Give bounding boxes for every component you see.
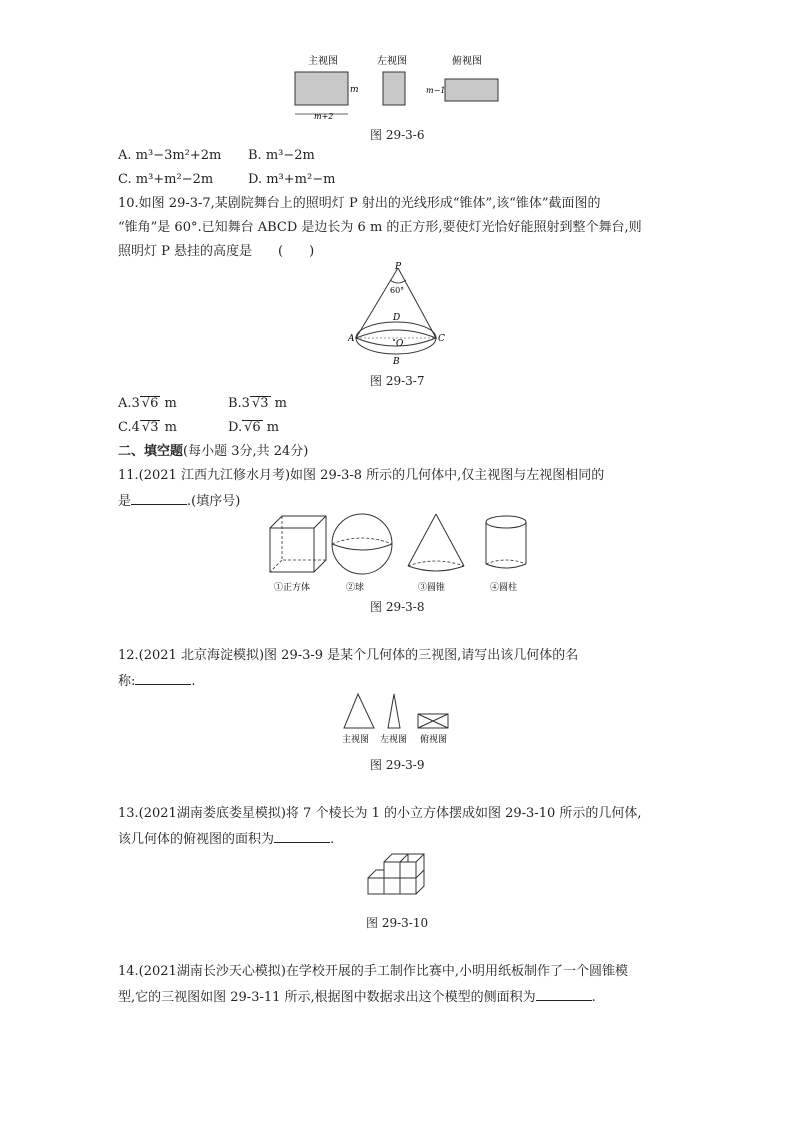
section-2-heading: 二、填空题(每小题 3分,共 24分) <box>118 444 309 459</box>
shape-label-cone: ③圆锥 <box>418 583 446 593</box>
q9-option-c: C. m³+m²−2m <box>118 172 214 187</box>
q12-answer-blank[interactable] <box>135 670 191 685</box>
m-minus-1-label: m−1 <box>426 86 446 95</box>
front-view-rect <box>295 72 348 105</box>
q13-line-1: 13.(2021湖南娄底娄星模拟)将 7 个棱长为 1 的小立方体摆成如图 29-3-10 所示的几何体, <box>118 806 642 821</box>
q12-line-2: 称: . <box>118 670 196 692</box>
m-label: m <box>350 85 359 95</box>
q9-option-b: B. m³−2m <box>248 148 315 163</box>
q9-option-a: A. m³−3m²+2m <box>118 148 222 163</box>
q10-line-3: 照明灯 P 悬挂的高度是 ( ) <box>118 244 315 259</box>
q13-answer-blank[interactable] <box>274 828 330 843</box>
front-view-label: 主视图 <box>308 56 338 67</box>
shape-label-cylinder: ④圆柱 <box>490 583 518 593</box>
top-view-rect <box>445 79 498 101</box>
caption-29-3-7: 图 29-3-7 <box>370 374 425 388</box>
caption-29-3-9: 图 29-3-9 <box>370 758 425 772</box>
q11-line-2: 是 .(填序号) <box>118 490 240 512</box>
q10-option-d: D. √6 m <box>228 420 280 435</box>
q12-line-1: 12.(2021 北京海淀模拟)图 29-3-9 是某个几何体的三视图,请写出该几何体的名 <box>118 648 579 663</box>
q10-option-a: A.3 √6 m <box>118 396 177 411</box>
left-view-label: 左视图 <box>377 56 407 67</box>
caption-29-3-8: 图 29-3-8 <box>370 600 425 614</box>
q11-line-1: 11.(2021 江西九江修水月考)如图 29-3-8 所示的几何体中,仅主视图与左视图相同的 <box>118 468 605 483</box>
front-view-triangle <box>344 694 374 728</box>
cone-shape <box>408 514 464 571</box>
q14-answer-blank[interactable] <box>536 986 592 1001</box>
q14-line-1: 14.(2021湖南长沙天心模拟)在学校开展的手工制作比赛中,小明用纸板制作了一个圆锥模 <box>118 964 629 979</box>
figure-29-3-9 <box>338 690 458 748</box>
q10-line-1: 10.如图 29-3-7,某剧院舞台上的照明灯 P 射出的光线形成“锥体”,该“锥体”截面图的 <box>118 196 601 211</box>
view-label-front: 主视图 <box>342 735 370 745</box>
q13-line-2: 该几何体的俯视图的面积为 . <box>118 828 334 850</box>
point-p-label: P <box>395 262 402 272</box>
top-view-label: 俯视图 <box>452 56 482 67</box>
q10-option-b: B.3 √3 m <box>228 396 288 411</box>
point-a-label: A <box>348 334 355 344</box>
q10-line-2: “锥角”是 60°.已知舞台 ABCD 是边长为 6 m 的正方形,要使灯光恰好能照射到整个舞台,则 <box>118 220 642 235</box>
figure-29-3-10 <box>364 852 436 902</box>
caption-29-3-6: 图 29-3-6 <box>370 128 425 142</box>
q9-option-d: D. m³+m²−m <box>248 172 336 187</box>
point-b-label: B <box>393 357 400 367</box>
m-plus-2-label: m+2 <box>314 112 334 121</box>
shape-label-sphere: ②球 <box>346 583 365 593</box>
point-d-label: D <box>393 313 401 323</box>
figure-29-3-7 <box>348 262 448 370</box>
cube-shape <box>270 516 326 572</box>
figure-29-3-8 <box>262 510 542 596</box>
q11-answer-blank[interactable] <box>131 490 187 505</box>
caption-29-3-10: 图 29-3-10 <box>366 916 429 930</box>
view-label-left: 左视图 <box>380 735 408 745</box>
q14-line-2: 型,它的三视图如图 29-3-11 所示,根据图中数据求出这个模型的侧面积为 . <box>118 986 596 1008</box>
figure-29-3-6 <box>280 52 520 124</box>
left-view-rect <box>383 72 405 105</box>
q10-option-c: C.4 √3 m <box>118 420 177 435</box>
view-label-top: 俯视图 <box>420 735 448 745</box>
shape-label-cube: ①正方体 <box>274 583 311 593</box>
sphere-shape <box>332 514 392 574</box>
angle-label: 60° <box>390 286 405 295</box>
left-view-triangle <box>388 694 400 728</box>
point-c-label: C <box>438 334 445 344</box>
cylinder-shape <box>486 516 526 568</box>
point-o-label: O <box>396 339 404 349</box>
